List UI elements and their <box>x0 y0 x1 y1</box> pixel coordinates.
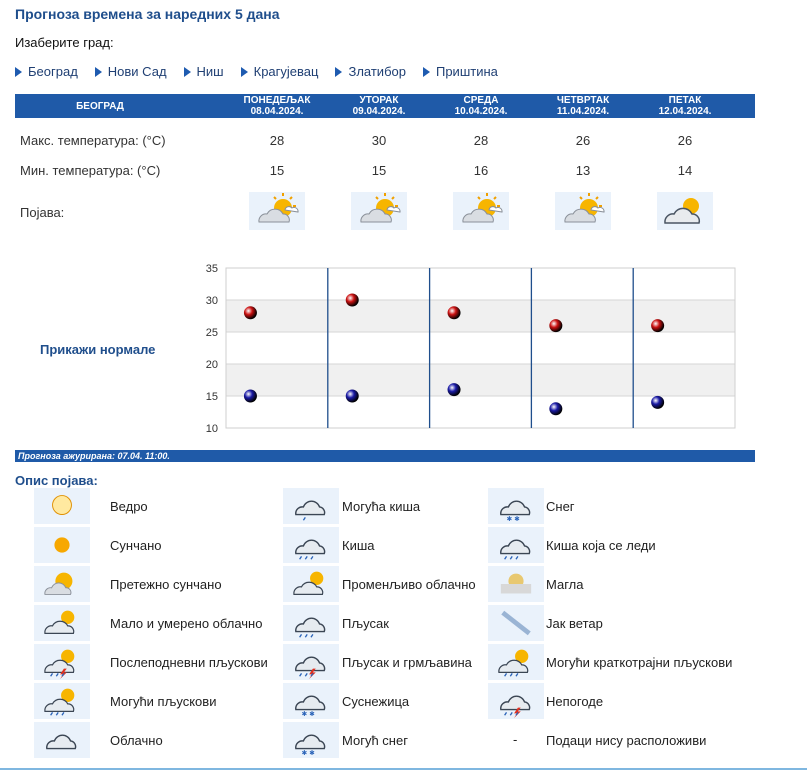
partly-cloudy-icon <box>657 192 713 230</box>
legend-label: Суснежица <box>342 694 410 709</box>
y-tick-label: 30 <box>205 295 218 307</box>
no-data-dash: - <box>513 732 518 747</box>
city-nav <box>15 64 515 79</box>
min-temp-value: 15 <box>371 163 387 178</box>
legend-label: Подаци нису расположиви <box>546 733 707 748</box>
max-temp-point <box>549 319 562 332</box>
temperature-chart <box>190 258 750 443</box>
svg-text:✱: ✱ <box>301 710 308 719</box>
legend-label: Променљиво облачно <box>342 577 476 592</box>
cloudy-icon <box>34 722 90 758</box>
y-tick-label: 35 <box>205 263 218 275</box>
variable-cloudy-icon <box>283 566 339 602</box>
min-temp-point <box>651 396 664 409</box>
day-header <box>634 95 736 117</box>
city-link-label: Златибор <box>348 64 406 79</box>
min-temp-point <box>346 390 359 403</box>
legend-label: Ведро <box>110 499 148 514</box>
mostly-sunny-icon <box>34 566 90 602</box>
max-temp-row <box>15 127 755 153</box>
snow-icon <box>488 488 544 524</box>
legend-label: Мало и умерено облачно <box>110 616 263 631</box>
clear-icon <box>34 488 90 524</box>
min-temp-value: 15 <box>269 163 285 178</box>
city-link-label: Нови Сад <box>107 64 167 79</box>
legend-label: Магла <box>546 577 584 592</box>
phenomenon-label: Појава: <box>20 205 65 220</box>
day-name: СРЕДА <box>463 95 499 106</box>
selected-city-name: БЕОГРАД <box>76 101 124 112</box>
chart-svg <box>190 258 750 438</box>
legend-label: Могући краткотрајни пљускови <box>546 655 733 670</box>
rain-icon <box>283 527 339 563</box>
arrow-right-icon <box>95 67 102 77</box>
y-tick-label: 20 <box>205 359 218 371</box>
mostly-sunny-icon <box>249 192 305 230</box>
storm-icon <box>488 683 544 719</box>
max-temp-point <box>244 306 257 319</box>
mostly-sunny-icon <box>555 192 611 230</box>
min-temp-value: 13 <box>575 163 591 178</box>
legend-label: Могући пљускови <box>110 694 217 709</box>
legend-label: Снег <box>546 499 575 514</box>
shower-icon <box>283 605 339 641</box>
y-tick-label: 25 <box>205 327 218 339</box>
svg-text:✱: ✱ <box>301 749 308 758</box>
day-name: ПОНЕДЕЉАК <box>243 95 311 106</box>
arrow-right-icon <box>423 67 430 77</box>
max-temp-value: 28 <box>269 133 285 148</box>
show-normals-link[interactable]: Прикажи нормале <box>40 342 156 357</box>
day-date: 08.04.2024. <box>250 106 304 117</box>
legend-label: Могућ снег <box>342 733 408 748</box>
possible-rain-icon <box>283 488 339 524</box>
max-temp-value: 26 <box>677 133 693 148</box>
min-temp-point <box>448 383 461 396</box>
svg-text:✱: ✱ <box>514 515 520 524</box>
legend-label: Облачно <box>110 733 163 748</box>
legend-label: Киша <box>342 538 375 553</box>
city-link-zlatibor[interactable] <box>335 64 406 79</box>
legend-label: Непогоде <box>546 694 604 709</box>
legend-label: Послеподневни пљускови <box>110 655 268 670</box>
mostly-sunny-icon <box>453 192 509 230</box>
day-header <box>532 95 634 117</box>
day-name: ЧЕТВРТАК <box>556 95 610 106</box>
city-link-label: Београд <box>28 64 78 79</box>
max-temp-value: 30 <box>371 133 387 148</box>
arrow-right-icon <box>241 67 248 77</box>
page-title: Прогноза времена за наредних 5 дана <box>15 6 280 22</box>
possible-snow-icon <box>283 722 339 758</box>
freezing-rain-icon <box>488 527 544 563</box>
forecast-header <box>15 94 755 118</box>
legend-label: Киша која се леди <box>546 538 656 553</box>
chart-band <box>226 364 735 396</box>
legend-label: Претежно сунчано <box>110 577 222 592</box>
mostly-sunny-icon <box>351 192 407 230</box>
fog-icon <box>488 566 544 602</box>
legend-label: Јак ветар <box>546 616 603 631</box>
day-header <box>226 95 328 117</box>
legend-label: Пљусак <box>342 616 389 631</box>
sunny-icon <box>34 527 90 563</box>
y-tick-label: 15 <box>205 391 218 403</box>
max-temp-value: 26 <box>575 133 591 148</box>
svg-text:✱: ✱ <box>309 749 315 758</box>
day-date: 11.04.2024. <box>556 106 610 117</box>
updated-bar <box>15 450 755 462</box>
city-link-novi-sad[interactable] <box>95 64 167 79</box>
arrow-right-icon <box>184 67 191 77</box>
legend-label: Пљусак и грмљавина <box>342 655 472 670</box>
max-temp-point <box>651 319 664 332</box>
svg-text:✱: ✱ <box>506 515 513 524</box>
max-temp-point <box>346 294 359 307</box>
min-temp-point <box>549 402 562 415</box>
day-name: ПЕТАК <box>668 95 702 106</box>
choose-city-label: Изаберите град: <box>15 35 114 50</box>
city-link-label: Ниш <box>196 64 224 79</box>
day-date: 12.04.2024. <box>658 106 712 117</box>
y-tick-label: 10 <box>205 423 218 435</box>
legend-label: Могућа киша <box>342 499 421 514</box>
arrow-right-icon <box>15 67 22 77</box>
city-link-pristina[interactable] <box>423 64 498 79</box>
min-temp-value: 16 <box>473 163 489 178</box>
legend-title: Опис појава: <box>15 473 98 488</box>
day-date: 09.04.2024. <box>352 106 406 117</box>
max-temp-label: Макс. температура: (°C) <box>20 133 166 148</box>
day-header <box>328 95 430 117</box>
city-link-label: Приштина <box>435 64 498 79</box>
min-temp-value: 14 <box>677 163 693 178</box>
min-temp-label: Мин. температура: (°C) <box>20 163 161 178</box>
partly-cloudy-icon <box>34 605 90 641</box>
thunderstorm-icon <box>283 644 339 680</box>
city-link-beograd[interactable] <box>15 64 78 79</box>
afternoon-showers-icon <box>34 644 90 680</box>
legend-label: Сунчано <box>110 538 162 553</box>
strong-wind-icon <box>488 605 544 641</box>
city-link-nis[interactable] <box>184 64 224 79</box>
min-temp-point <box>244 390 257 403</box>
max-temp-value: 28 <box>473 133 489 148</box>
svg-text:✱: ✱ <box>309 710 315 719</box>
min-temp-row <box>15 157 755 183</box>
possible-showers-icon <box>34 683 90 719</box>
city-link-label: Крагујевац <box>253 64 319 79</box>
short-showers-icon <box>488 644 544 680</box>
city-link-kragujevac[interactable] <box>241 64 319 79</box>
arrow-right-icon <box>335 67 342 77</box>
sleet-icon <box>283 683 339 719</box>
updated-text: Прогноза ажурирана: 07.04. 11:00. <box>18 451 170 461</box>
day-date: 10.04.2024. <box>454 106 508 117</box>
max-temp-point <box>448 306 461 319</box>
day-header <box>430 95 532 117</box>
day-name: УТОРАК <box>359 95 399 106</box>
footer-divider <box>0 768 807 770</box>
